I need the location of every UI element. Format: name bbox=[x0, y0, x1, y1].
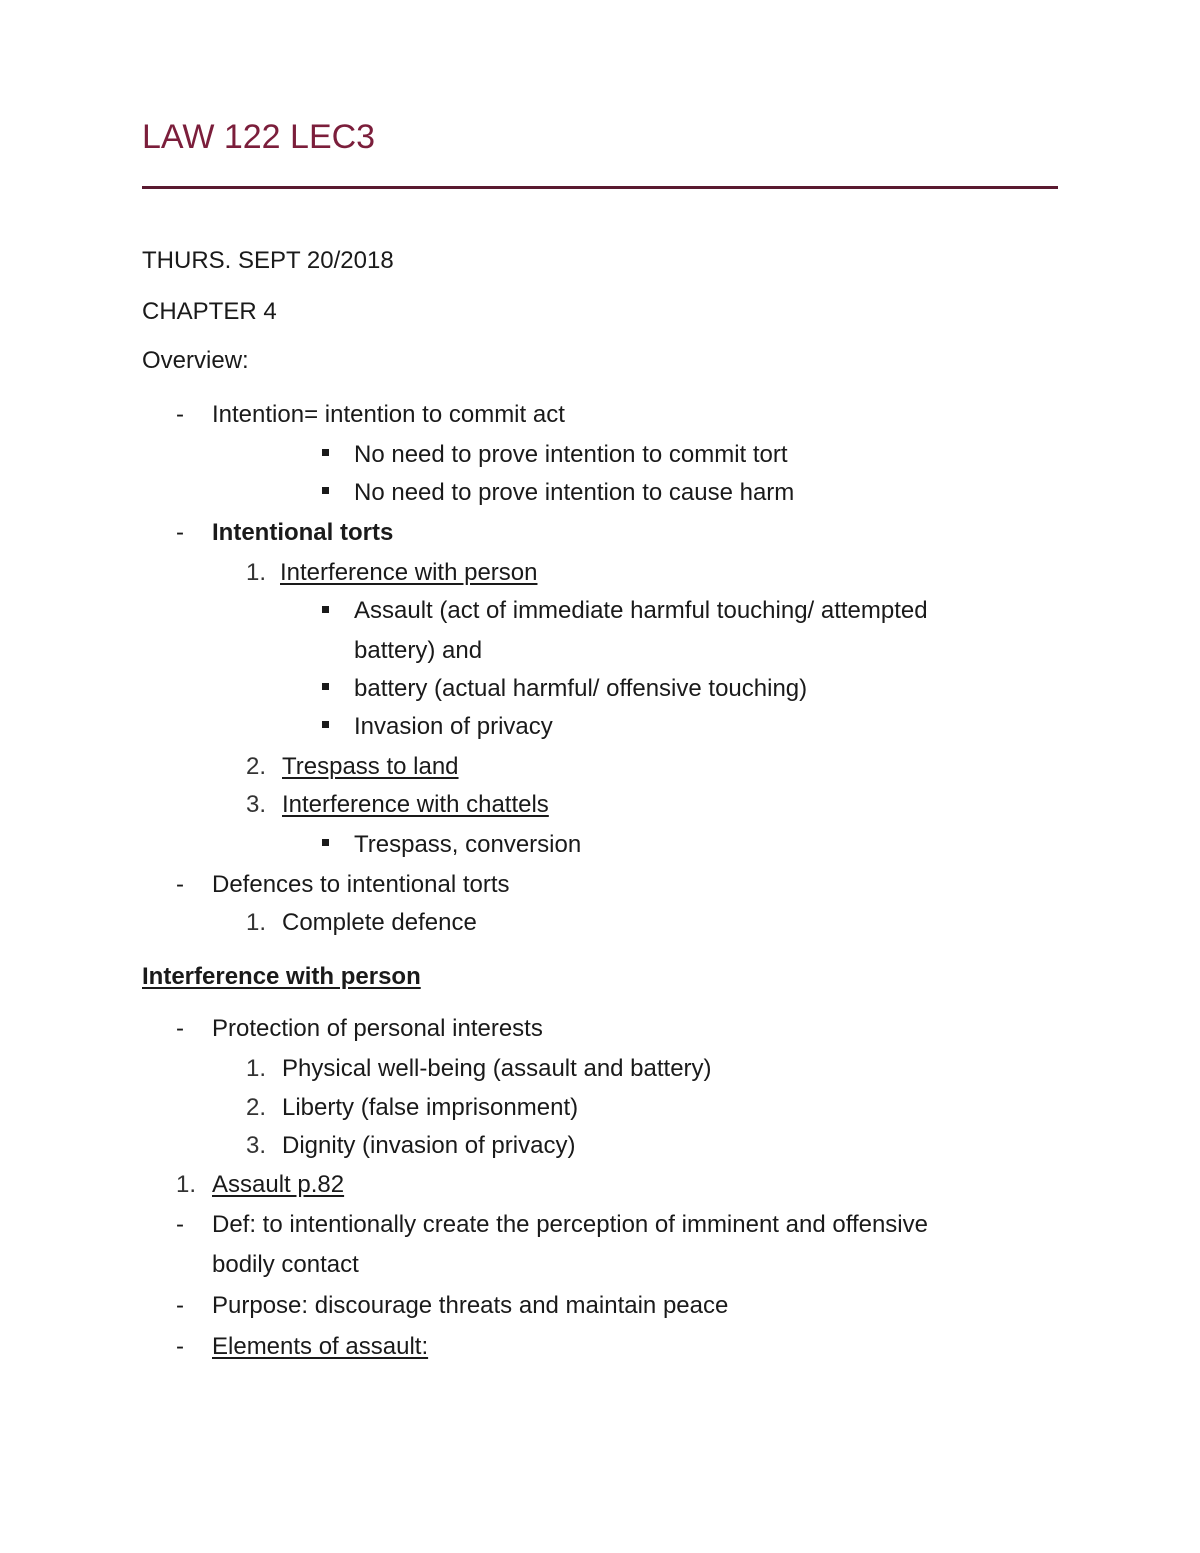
tort-item-1: Interference with person bbox=[280, 559, 538, 586]
tort-sub-assault: Assault (act of immediate harmful touching/ attempted bbox=[354, 597, 928, 624]
dash-bullet: - bbox=[176, 401, 184, 428]
elements-of-assault: Elements of assault: bbox=[212, 1333, 429, 1360]
dash-bullet: - bbox=[176, 519, 184, 546]
list-number: 3. bbox=[246, 791, 267, 818]
list-number: 1. bbox=[246, 909, 267, 936]
tort-sub-battery: battery (actual harmful/ offensive touching) bbox=[354, 675, 808, 702]
definition-line-2: bodily contact bbox=[212, 1251, 359, 1278]
assault-heading: Assault p.82 bbox=[212, 1171, 345, 1198]
protection-text: Protection of personal interests bbox=[212, 1015, 543, 1042]
square-bullet bbox=[322, 487, 329, 494]
dash-bullet: - bbox=[176, 1333, 184, 1360]
document-title: LAW 122 LEC3 bbox=[142, 118, 376, 156]
interest-item-1: Physical well-being (assault and battery) bbox=[282, 1055, 712, 1082]
title-divider bbox=[142, 186, 1058, 189]
overview-label: Overview: bbox=[142, 347, 249, 374]
list-number: 2. bbox=[246, 753, 267, 780]
dash-bullet: - bbox=[176, 871, 184, 898]
list-number: 1. bbox=[176, 1171, 197, 1198]
list-number: 2. bbox=[246, 1094, 267, 1121]
chapter-label: CHAPTER 4 bbox=[142, 298, 277, 325]
square-bullet bbox=[322, 606, 329, 613]
interest-item-2: Liberty (false imprisonment) bbox=[282, 1094, 579, 1121]
intention-sub-2: No need to prove intention to cause harm bbox=[354, 479, 795, 506]
dash-bullet: - bbox=[176, 1211, 184, 1238]
tort-item-2: Trespass to land bbox=[282, 753, 459, 780]
square-bullet bbox=[322, 839, 329, 846]
section-heading-interference: Interference with person bbox=[142, 963, 421, 990]
defence-item-1: Complete defence bbox=[282, 909, 477, 936]
tort-sub-assault-cont: battery) and bbox=[354, 637, 483, 664]
tort-sub-trespass: Trespass, conversion bbox=[354, 831, 582, 858]
list-number: 1. bbox=[246, 1055, 267, 1082]
lecture-date: THURS. SEPT 20/2018 bbox=[142, 247, 394, 274]
dash-bullet: - bbox=[176, 1292, 184, 1319]
dash-bullet: - bbox=[176, 1015, 184, 1042]
purpose-text: Purpose: discourage threats and maintain peace bbox=[212, 1292, 729, 1319]
tort-item-3: Interference with chattels bbox=[282, 791, 549, 818]
tort-sub-privacy: Invasion of privacy bbox=[354, 713, 553, 740]
square-bullet bbox=[322, 449, 329, 456]
intentional-torts-heading: Intentional torts bbox=[212, 519, 394, 546]
square-bullet bbox=[322, 721, 329, 728]
list-number: 1. bbox=[246, 559, 267, 586]
interest-item-3: Dignity (invasion of privacy) bbox=[282, 1132, 576, 1159]
intention-sub-1: No need to prove intention to commit tort bbox=[354, 441, 788, 468]
defences-text: Defences to intentional torts bbox=[212, 871, 510, 898]
definition-line-1: Def: to intentionally create the perception of imminent and offensive bbox=[212, 1211, 928, 1238]
square-bullet bbox=[322, 683, 329, 690]
list-number: 3. bbox=[246, 1132, 267, 1159]
intention-text: Intention= intention to commit act bbox=[212, 401, 565, 428]
